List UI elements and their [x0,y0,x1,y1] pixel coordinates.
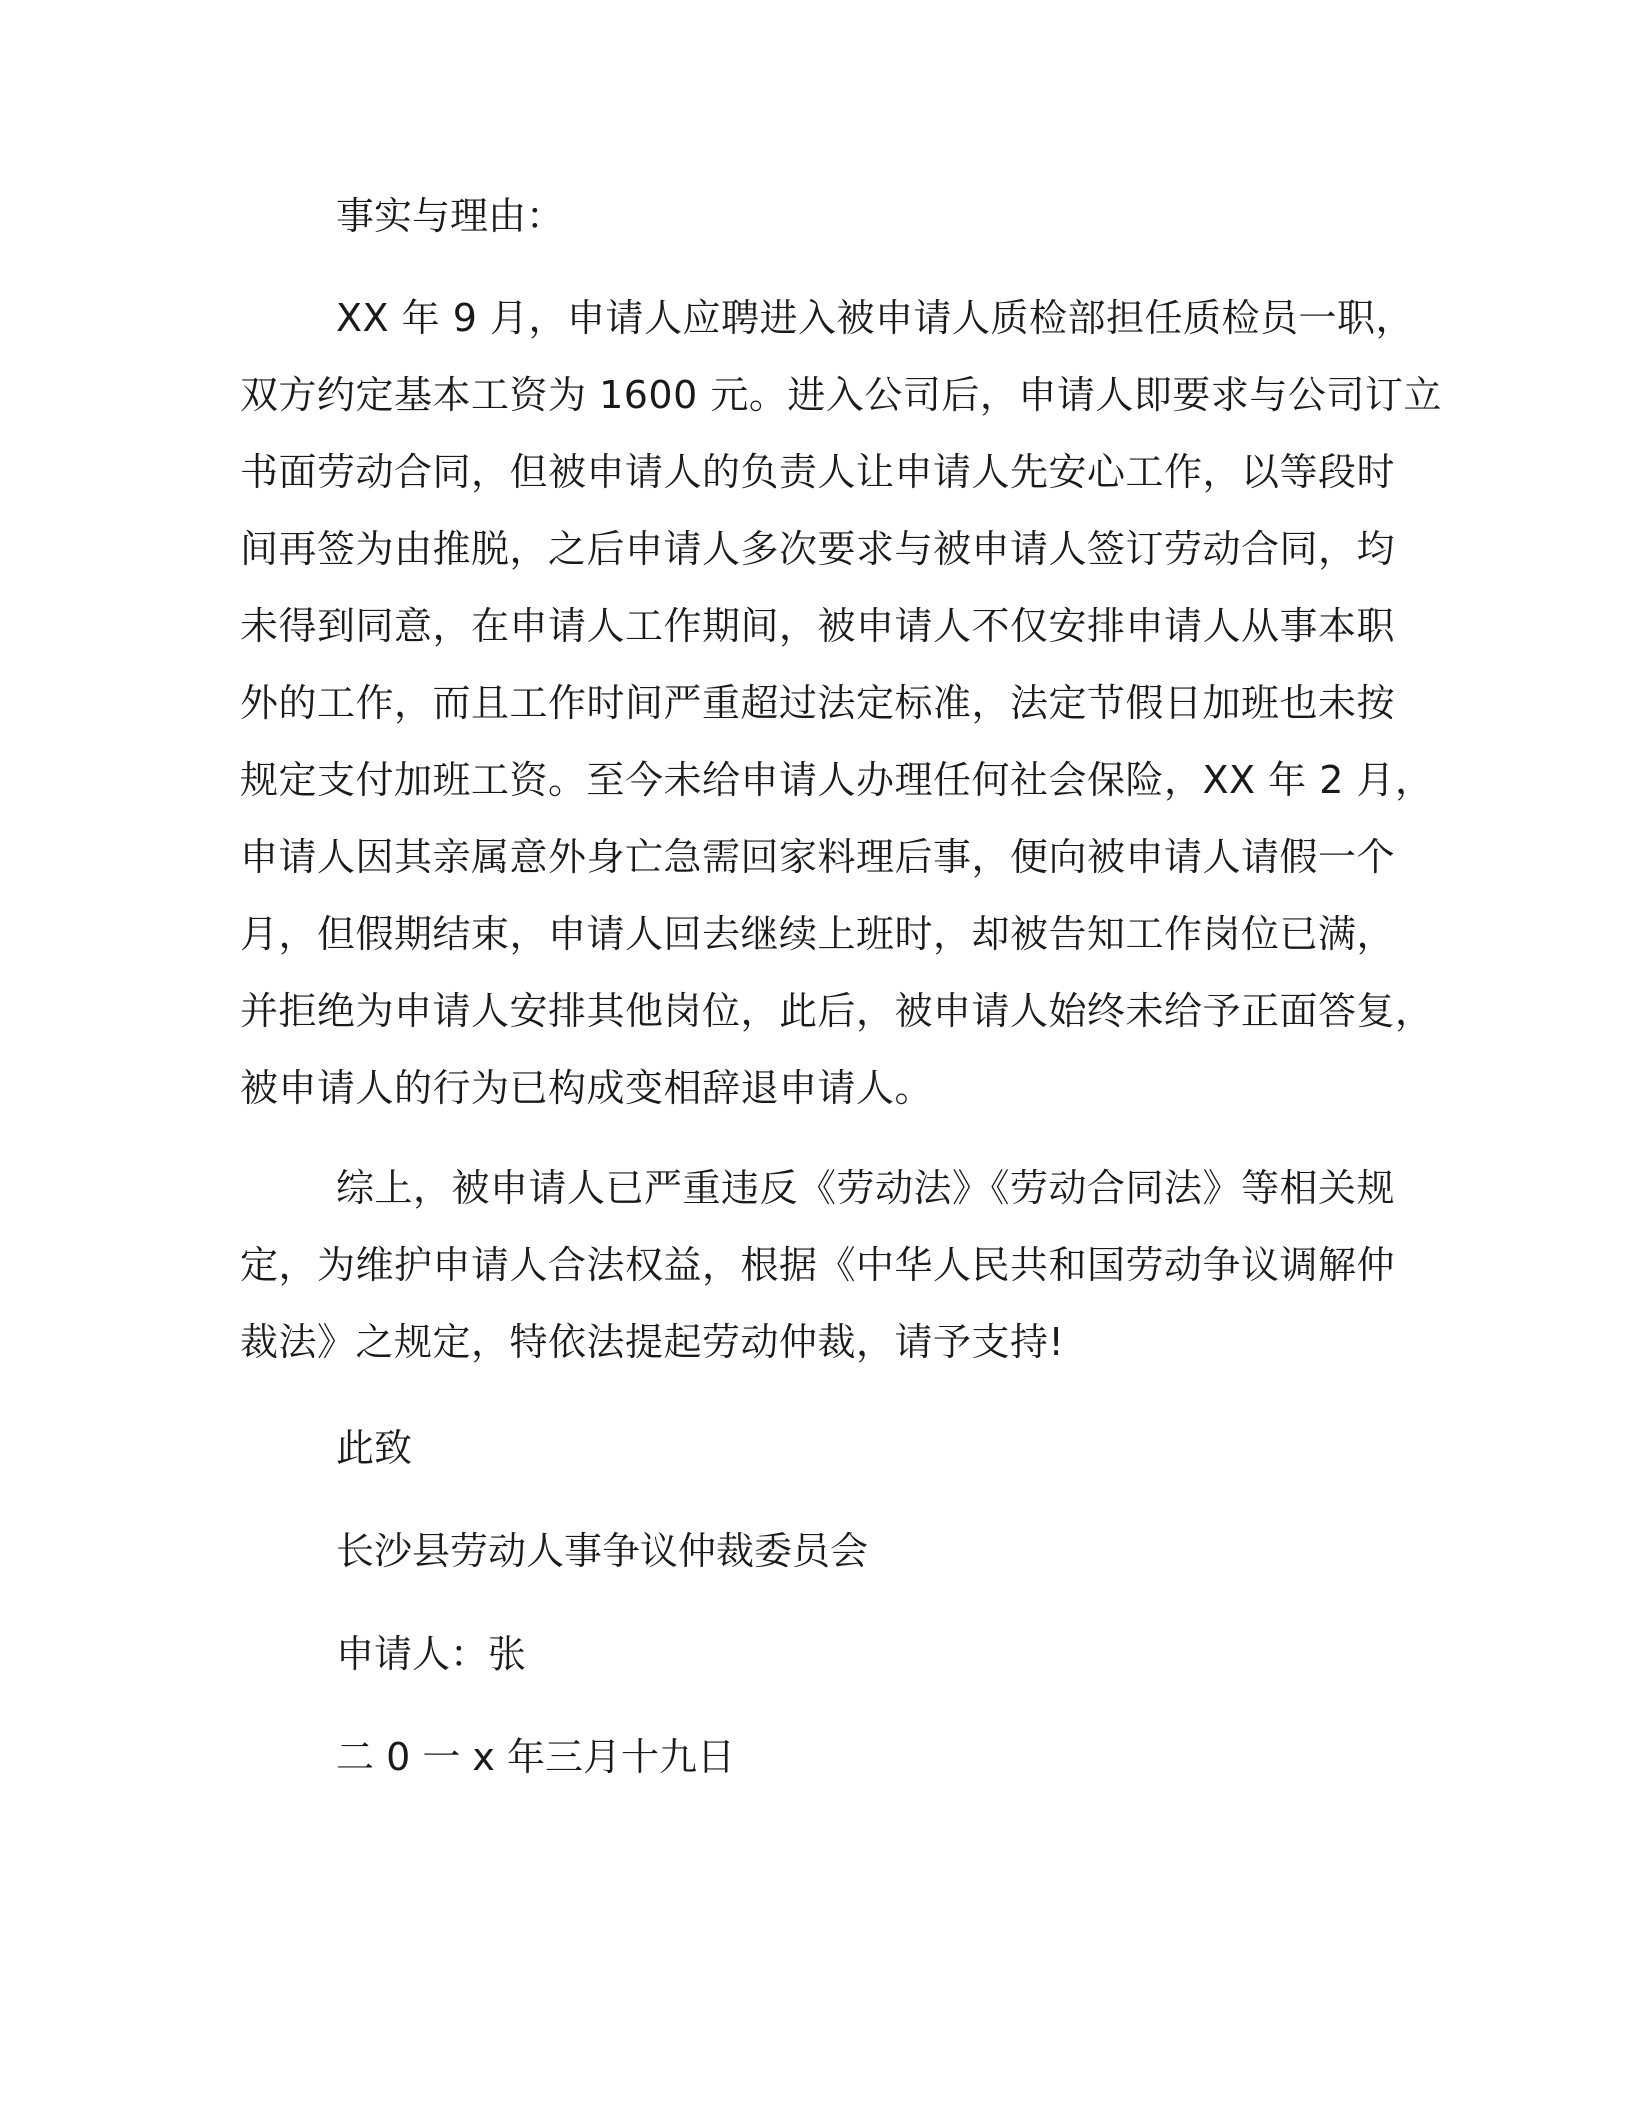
paragraph-line: 规定支付加班工资。至今未给申请人办理任何社会保险，XX 年 2 月， [240,758,1434,802]
paragraph-line: 月，但假期结束，申请人回去继续上班时，却被告知工作岗位已满， [240,912,1396,956]
conclusion-paragraph [240,1150,1396,1381]
applicant-signature: 申请人：张 [336,1632,527,1676]
paragraph-line: XX 年 9 月，申请人应聘进入被申请人质检部担任质检员一职， [336,296,1414,340]
paragraph-line: 间再签为由推脱，之后申请人多次要求与被申请人签订劳动合同，均 [240,527,1396,571]
paragraph-line: 书面劳动合同，但被申请人的负责人让申请人先安心工作，以等段时 [240,450,1396,494]
paragraph-line: 双方约定基本工资为 1600 元。进入公司后，申请人即要求与公司订立 [240,373,1442,417]
paragraph-line: 并拒绝为申请人安排其他岗位，此后，被申请人始终未给予正面答复， [240,989,1434,1033]
recipient-name: 长沙县劳动人事争议仲裁委员会 [336,1529,869,1573]
paragraph-line: 未得到同意，在申请人工作期间，被申请人不仅安排申请人从事本职 [240,604,1396,648]
paragraph-line: 综上，被申请人已严重违反《劳动法》《劳动合同法》等相关规 [336,1166,1396,1210]
paragraph-line: 定，为维护申请人合法权益，根据《中华人民共和国劳动争议调解仲 [240,1243,1396,1287]
closing-salutation: 此致 [336,1426,413,1470]
document-date: 二 0 一 x 年三月十九日 [336,1735,735,1779]
paragraph-line: 外的工作，而且工作时间严重超过法定标准，法定节假日加班也未按 [240,681,1396,725]
paragraph-line: 裁法》之规定，特依法提起劳动仲裁，请予支持! [240,1320,1065,1364]
facts-paragraph [240,280,1442,1127]
paragraph-line: 被申请人的行为已构成变相辞退申请人。 [240,1066,934,1110]
section-heading: 事实与理由： [336,194,565,238]
paragraph-line: 申请人因其亲属意外身亡急需回家料理后事，便向被申请人请假一个 [240,835,1396,879]
